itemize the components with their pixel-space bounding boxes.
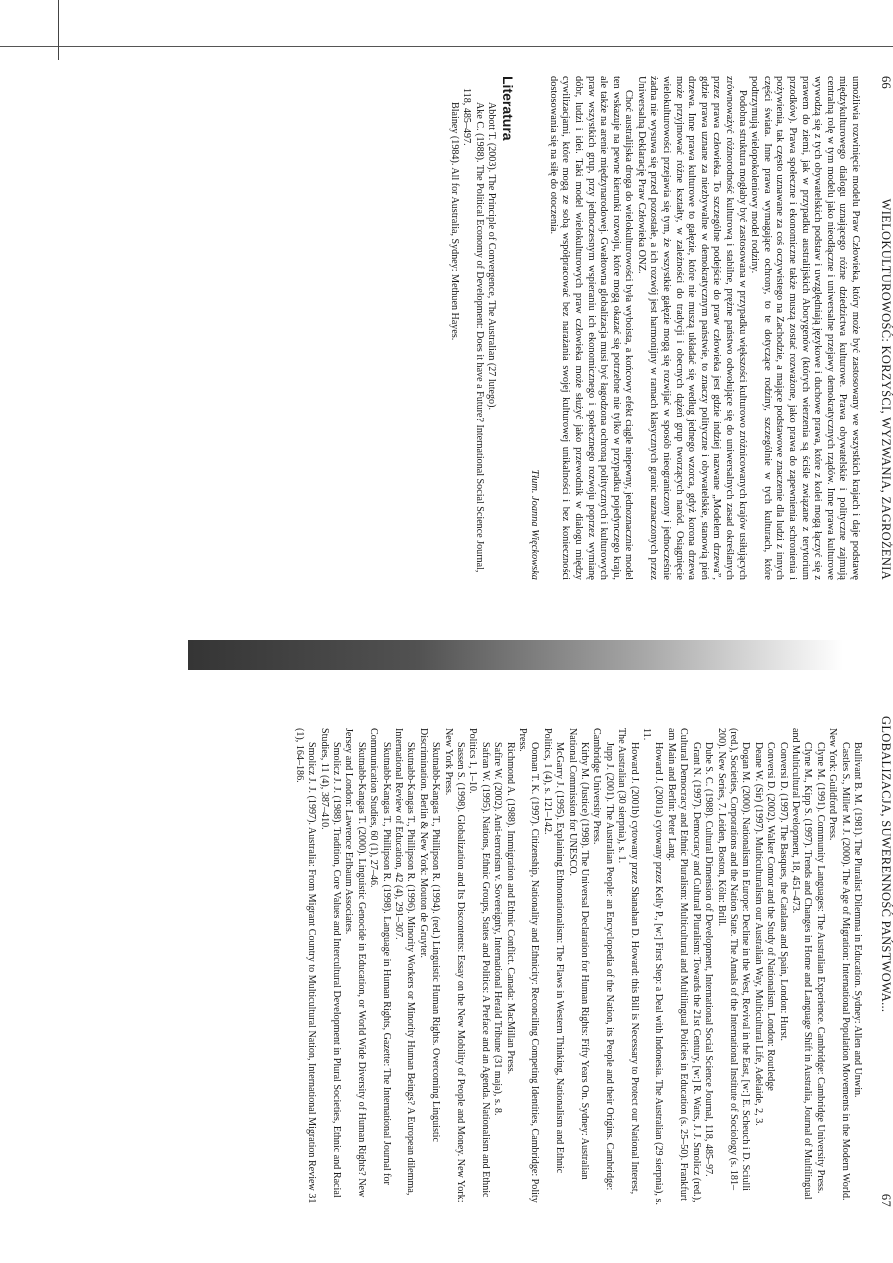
literature-heading: Literatura xyxy=(499,76,516,141)
reference-item: Howard J. (2001a) cytowany przez Kelly P., [w:] First Step: a Deal with Indonesia. The Australian (29 sierpnia), s. 11. xyxy=(641,728,665,1205)
running-head xyxy=(871,20,893,640)
reference-item: Grant N. (1997). Democracy and Cultural Pluralism: Towards the 21st Century, [w:] R. Watts, J. J. Smolicz (red.), Cultural Democracy and Ethnic Pluralism: Multicultural and Multilingual Policies in Education (s. 25–50). Frankfurt am Main and Berlin: Peter Lang. xyxy=(665,728,702,1203)
reference-item: Jupp J. (2001). The Australian People: an Encyclopedia of the Nation, its People and their Origins. Cambridge: Cambridge University Press. xyxy=(591,728,615,1191)
page-67 xyxy=(0,672,893,1263)
reference-item: Bullivant B. M. (1981). The Pluralist Dilemma in Education. Sydney: Allen and Unwin. xyxy=(852,742,863,1098)
reference-item: Conversi D. (2002). Walker Connor and the Study of Nationalism. London: Routledge xyxy=(765,742,777,1091)
reference-item: Richmond A. (1988). Immigration and Ethnic Conflict. Canada: MacMillan Press. xyxy=(504,742,516,1075)
page-number: 66 xyxy=(879,76,893,90)
reference-item: Kirby M. (Justice) (1998). The Universal Declaration for Human Rights: Fifty Years On. Sydney: Australian National Commission for UNESCO. xyxy=(566,728,591,1180)
reference-item: Ooman T. K. (1997). Citizenship, Nationality and Ethnicity: Reconciling Competing Identities, Cambridge: Polity Press. xyxy=(517,728,541,1203)
reference-item: Blainey (1984). All for Australia, Sydney: Methuen Hayes. xyxy=(448,102,460,341)
reference-item: Castles S., Miller M. J. (2000). The Age of Migration: International Population Movements in the Modern World. New York: Guildford Press. xyxy=(827,728,851,1201)
reference-item: McGarry J. (1995). Explaining Ethnonationalism: The Flaws in Western Thinking, Nationalism and Ethnic Politics, 1 (4), s. 121–142. xyxy=(541,728,566,1174)
paragraph: Choć australijska droga do wielokulturowości była wyboista, a końcowy efekt ciągle niepewny, jednoznacznie model ten wskazuje na pewne kierunki rozwoju, które mogą okazać się potrzebne nie tylko w przypadku pojedynczego kraju, ale także na arenie międzynarodowej. Gwałtowna globalizacja musi być łagodzona ochroną politycznych i kulturowych praw wszystkich grup, przy jednoczesnym wspieraniu ich ekonomicznego i społecznego rozwoju poprzez wymianę dóbr, ludzi i idei. Taki model wielokulturowych praw człowieka może służyć jako przewodnik w dialogu między cywilizacjami, które mogą ze sobą współpracować bez narażania swojej kulturowej unikalności i bez konieczności dostosowania się na siłę do otoczenia. xyxy=(547,76,635,580)
reference-item: Dogan M. (2000). Nationalism in Europe: Decline in the West, Revival in the East, [w:] E. Scheuch i D. Sciulli (red.), Societies, Corporations and the Nation State. The Annals of the International Institute of Sociology (s. 181–200). New Series, 7. Leiden, Boston, Köln: Brill. xyxy=(715,728,752,1191)
running-head xyxy=(871,672,893,1263)
reference-item: Safire W. (2002). Anti-terrorism v. Sovereignty, International Herald Tribune (31 maja), s. 8. xyxy=(492,742,504,1116)
reference-item: Dube S. C. (1988). Cultural Dimension of Development, International Social Science Journal, 118, 485–97. xyxy=(703,742,715,1177)
reference-item: Abbott T. (2003). The Principle of Convergence, The Australian (27 lutego). xyxy=(485,102,497,410)
reference-item: Smolicz J. J. (1988). Tradition, Core Values and Intercultural Development in Plural Societies, Ethnic and Racial Studies, 11 (4), 387–410. xyxy=(318,728,342,1198)
paragraph: Podobna struktura mogłaby być zastosowana w przypadku większości kulturowo zróżnicowanych krajów usiłujących zrównoważyć różnorodność kulturową i stabilne, prężne państwo odwołujące się do uniwersalnych zasad określanych przez prawa człowieka. To szczególne podejście do praw człowieka jest gdzie indziej nazwane „Modelem drzewa”, gdzie prawa uznane za niezbywalne w demokratycznym państwie, to znaczy polityczne i obywatelskie, stanowią pień drzewa. Inne prawa kulturowe to gałęzie, które nie muszą układać się według jednego wzorca, gdyż korona drzewa może przyjmować różne kształty, w zależności do tradycji i obecnych dążeń grup tworzących naród. Osiągnięcie wielokulturowości przejawia się tym, że wszystkie gałęzie mogą się rozwijać w sposób nieograniczony i jednocześnie żadna nie wysuwa się przed pozostałe, a ich rozwój jest harmonijny w ramach klasycznych granic naznaczonych przez Uniwersalną Deklarację Praw Człowieka ONZ. xyxy=(635,76,748,580)
running-head-title: GLOBALIZACJA, SUWERENNOŚĆ PAŃSTWOWA... xyxy=(879,716,893,1013)
running-head-title: WIELOKULTUROWOŚĆ: KORZYŚCI, WYZWANIA, ZAGROŻENIA xyxy=(879,198,893,580)
reference-item: Smolicz J. J. (1997). Australia: From Migrant Country to Multicultural Nation, International Migration Review 31 (1), 164–186. xyxy=(293,728,318,1204)
book-gutter-shadow xyxy=(188,640,843,670)
reference-item: Skutnabb-Kangas T., Phillipson R. (1998). Language in Human Rights, Gazette: The International Journal for Communication Studies, 60 (1), 27–46. xyxy=(368,728,392,1185)
page-number: 67 xyxy=(879,1193,893,1207)
reference-item: Skutnabb-Kangas T. (2000). Linguistic Genocide in Education, or World Wide Diversity of Human Rights? New Jersey and London: Lawrence Erlbaum Associates. xyxy=(343,728,367,1198)
reference-item: Skutnabb-Kangas T., Phillipson R. (1994). (red.) Linguistic Human Rights. Overcoming Linguistic Discrimination. Berlin & New York: Mouton de Gruyter. xyxy=(417,728,442,1142)
reference-item: Ake C. (1988). The Political Economy of Development: Does it have a Future? International Social Science Journal, 118, 485–497. xyxy=(461,88,485,573)
reference-item: Clyne M., Kipp S. (1997). Trends and Changes in Home and Language Shift in Australia, Journal of Multilingual and Multicultural Development, 18, 451–473. xyxy=(789,728,814,1200)
reference-item: Conversi D. (1997). The Basques, the Catalans and Spain, London: Hurst. xyxy=(777,742,789,1041)
paragraph: umożliwia rozwinięcie modelu Praw Człowieka, który może być zastosowany we wszystkich krajach i daje podstawę międzykulturowego dialogu uznającego różne dziedzictwa kulturowe. Prawa obywatelskie i polityczne zajmują centralną rolę w tym modelu jako nieodłączne i uniwersalne przejawy demokratycznych rządów. Inne prawa kulturowe wywodzą się z tych obywatelskich podstaw i uwzględniają językowe i duchowe prawa, które z kolei mogą łączyć się z prawem do ziemi, jak w przypadku australijskich Aborygenów (których wierzenia są ściśle związane z terytorium przodków). Prawa społeczne i ekonomiczne także muszą zostać rozważone, jako prawa do zapewnienia schronienia i pożywienia, tak często uznawane za coś oczywistego na Zachodzie, a mające podstawowe znaczenie dla ludzi z innych części świata. Inne prawa wymagające ochrony, to te dotyczące rodziny, szczególnie w tych kulturach, które podtrzymują wielopokoleniowy model rodziny. xyxy=(749,76,861,580)
translator-credit: Tłum. Joanna Więckowska xyxy=(529,469,541,580)
reference-item: Skutnabb-Kangas T., Phillipson R. (1996). Minority Workers or Minority Human Beings? A European dilemma, International Review of Education, 42 (4), 291–307. xyxy=(392,728,417,1196)
reference-item: Sassen S. (1998). Globalization and Its Discontents: Essay on the New Mobility of People and Money. New York: New York Press. xyxy=(442,728,466,1203)
reference-item: Deane W. (Sir) (1997). Multiculturalism our Australian Way, Multicultural Life, Adelaide, 2, 3. xyxy=(752,742,764,1126)
reference-item: Clyne M. (1991). Community Languages: The Australian Experience. Cambridge: Cambridge University Press. xyxy=(814,742,826,1194)
reference-item: Howard J. (2001b) cytowany przez Shanahan D. Howard: this Bill is Necessary to Protect our National Interest, The Australian (30 sierpnia), s. 1. xyxy=(616,728,640,1195)
page-66 xyxy=(0,20,893,640)
reference-item: Safran W. (1995). Nations, Ethnic Groups, States and Politics: A Preface and an Agenda. Nationalism and Ethnic Politics 1, 1–10. xyxy=(467,728,491,1198)
reference-list xyxy=(292,672,871,1263)
body-text xyxy=(447,20,871,640)
